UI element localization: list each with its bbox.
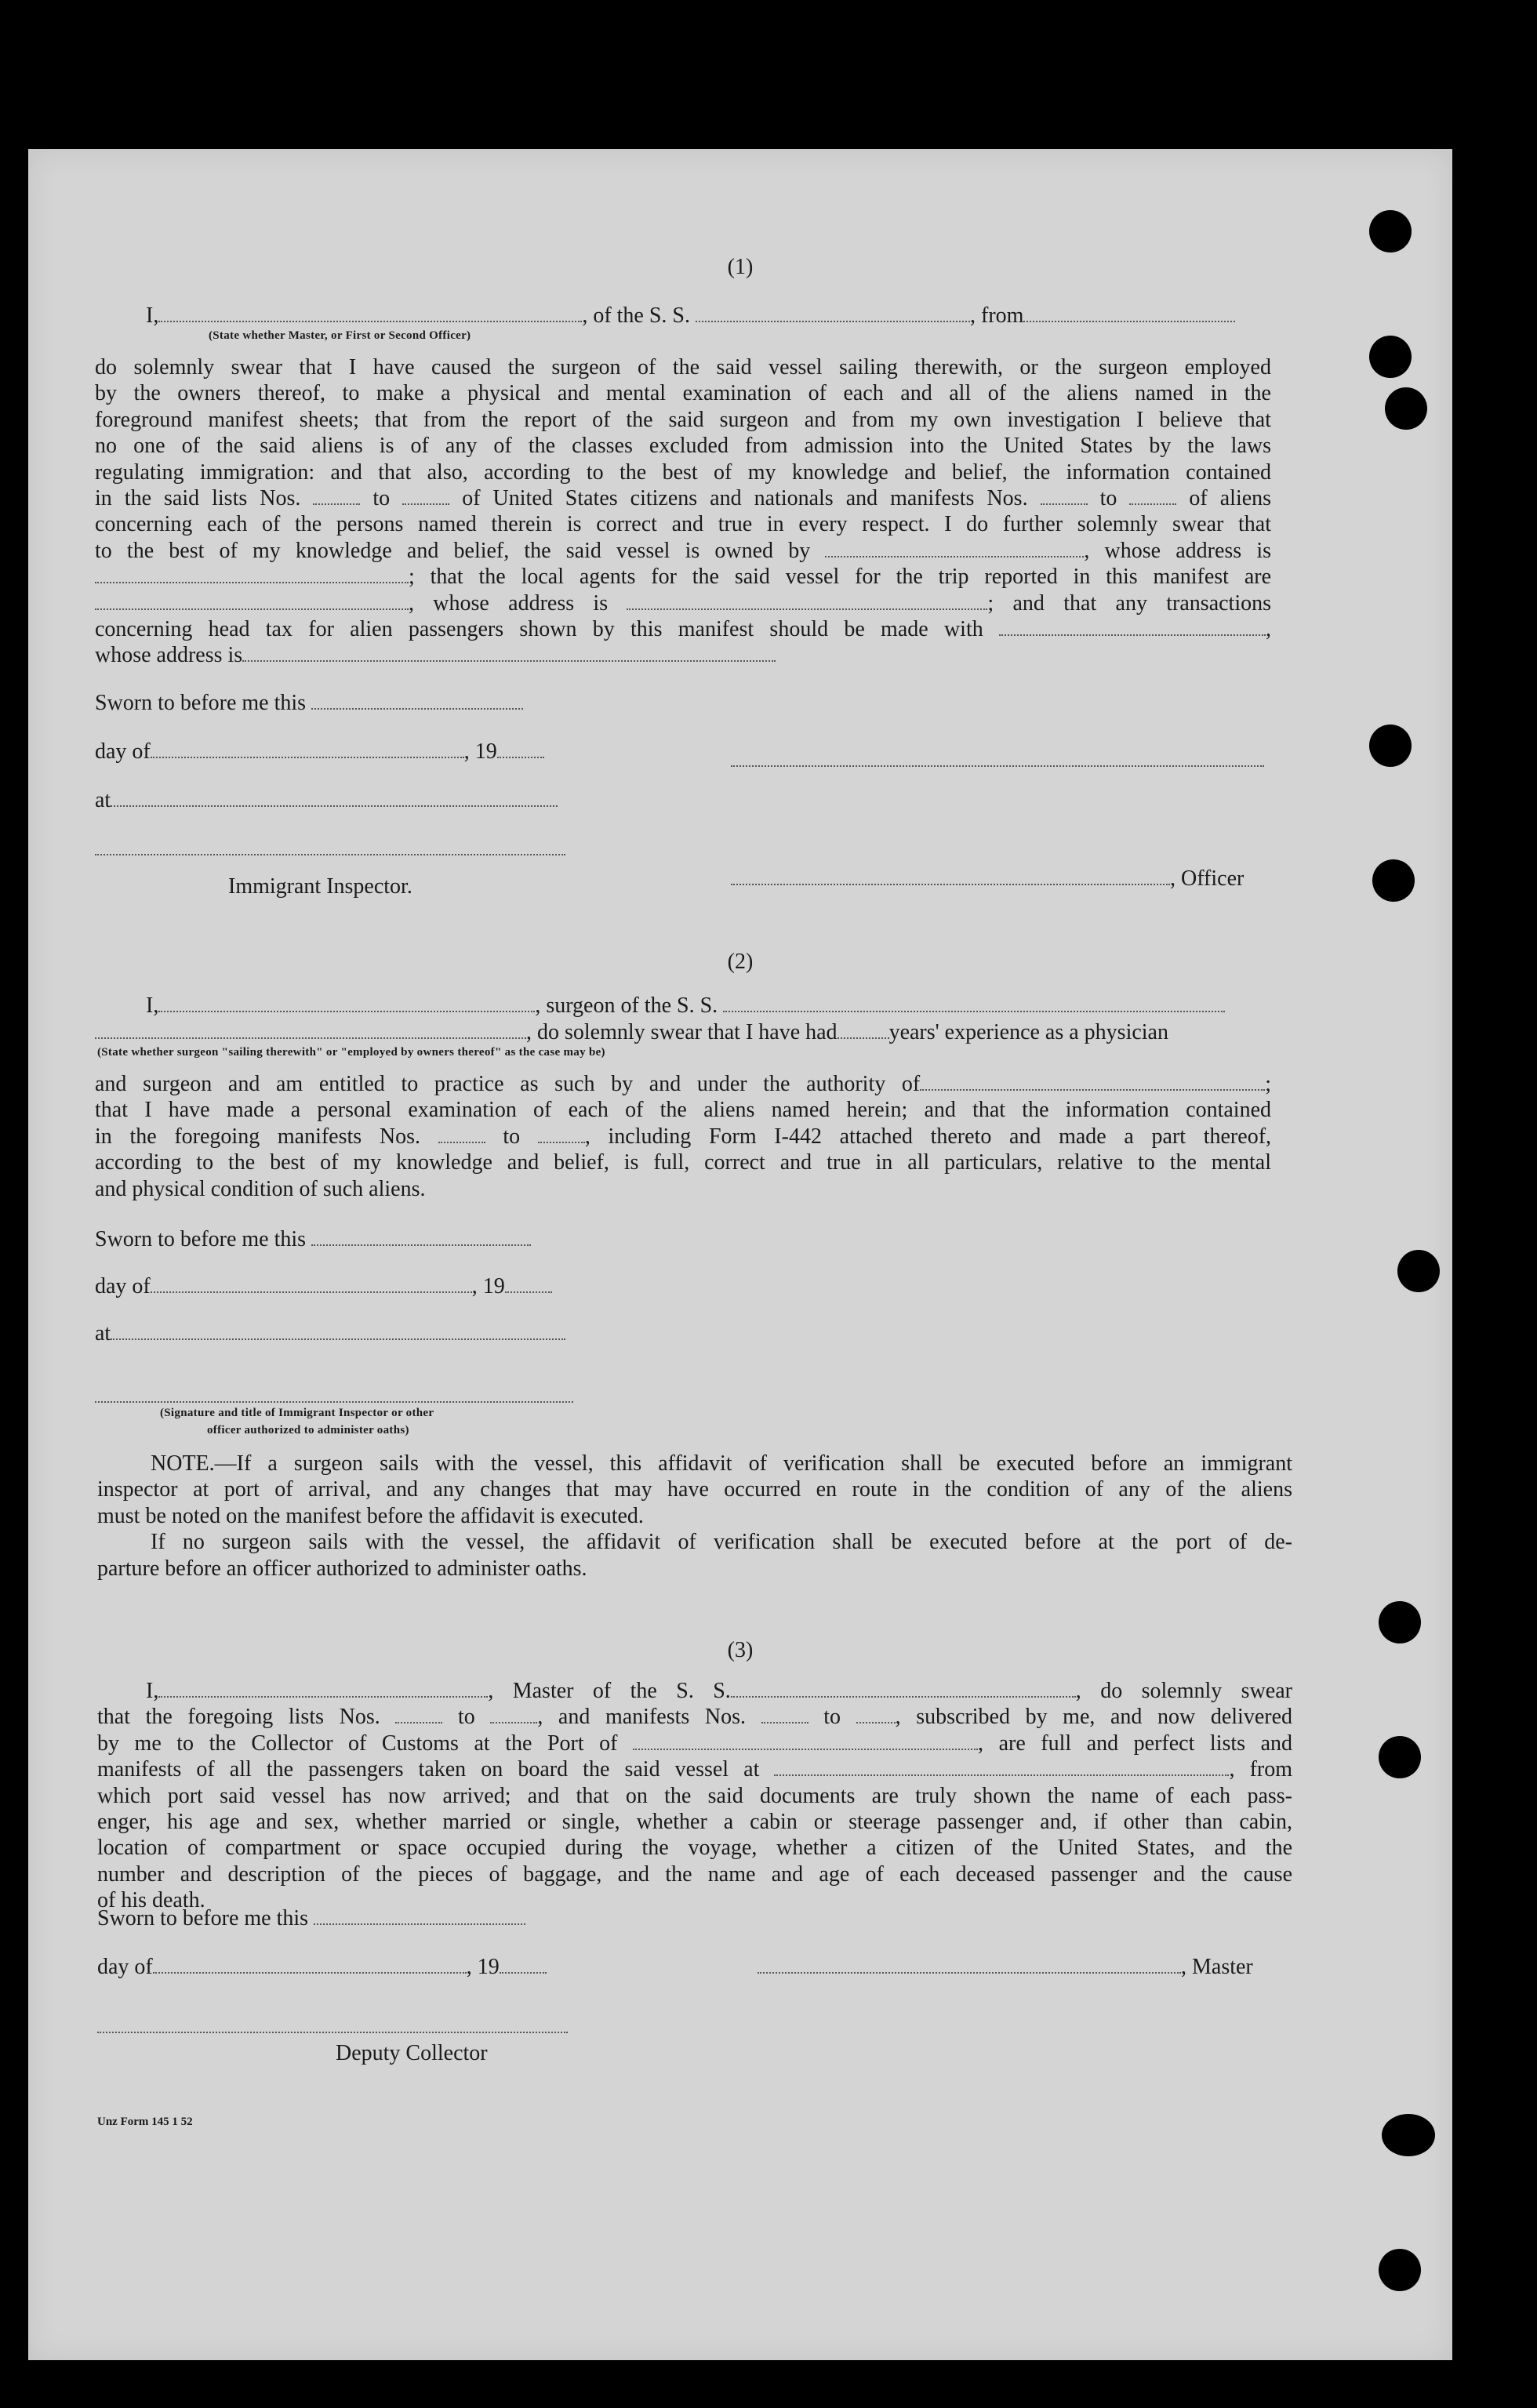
boarding-port-field[interactable] <box>774 1774 1229 1776</box>
form-number: Unz Form 145 1 52 <box>97 2116 193 2128</box>
punch-hole <box>1372 859 1415 902</box>
section-1-number: (1) <box>727 255 754 279</box>
s3-vessel-field[interactable] <box>731 1695 1076 1698</box>
lists-from-field[interactable] <box>313 503 360 505</box>
punch-hole <box>1385 387 1427 430</box>
punch-hole <box>1397 1250 1440 1292</box>
s1-line6: in the said lists Nos. to of United States citizens and nationals and manifests Nos. to of aliens <box>95 486 1272 511</box>
s1-line8: to the best of my knowledge and belief, the said vessel is owned by , whose address is <box>95 538 1271 563</box>
owner-field[interactable] <box>825 555 1084 558</box>
s2-manifest-to-field[interactable] <box>538 1141 585 1143</box>
s1-officer-signature-line[interactable] <box>731 765 1264 767</box>
s3-day-of: day of , 19 <box>97 1954 547 1981</box>
s3-deputy-label: Deputy Collector <box>336 2041 488 2065</box>
s3-month-field[interactable] <box>153 1971 467 1974</box>
s2-at: at <box>95 1320 565 1347</box>
punch-hole <box>1379 1736 1421 1778</box>
s2-vessel-field[interactable] <box>723 1010 1225 1012</box>
manifests-to-field[interactable] <box>1129 503 1176 505</box>
s2-signature-line[interactable] <box>95 1400 573 1403</box>
years-experience-field[interactable] <box>838 1037 889 1039</box>
agents-address-field[interactable] <box>627 608 987 610</box>
manifests-from-field[interactable] <box>1041 503 1088 505</box>
s3-deputy-signature-line[interactable] <box>97 2031 568 2033</box>
from-port-field[interactable] <box>1023 320 1235 322</box>
punch-hole <box>1369 210 1412 252</box>
s2-year-field[interactable] <box>505 1291 552 1293</box>
s2-status-caption: (State whether surgeon "sailing therewith" or "employed by owners thereof" as the case may be) <box>97 1046 605 1059</box>
s3-lists-to-field[interactable] <box>490 1721 537 1723</box>
s1-sworn: Sworn to before me this <box>95 690 523 717</box>
s3-lists-from-field[interactable] <box>395 1721 442 1723</box>
vessel-name-field[interactable] <box>696 320 970 322</box>
punch-hole <box>1382 2114 1435 2156</box>
s2-sig-caption-1: (Signature and title of Immigrant Inspector or other <box>160 1407 434 1419</box>
s1-line9: ; that the local agents for the said vessel for the trip reported in this manifest are <box>95 564 1271 590</box>
s2-line2: , do solemnly swear that I have had years' experience as a physician <box>95 1019 1168 1046</box>
s2-day-of: day of , 19 <box>95 1273 552 1300</box>
s1-line1: I, , of the S. S. , from <box>146 303 1235 329</box>
s3-line4: manifests of all the passengers taken on board the said vessel at , from <box>97 1757 1292 1782</box>
form-page <box>28 149 1452 2360</box>
s3-sworn: Sworn to before me this <box>97 1905 525 1932</box>
s2-note: NOTE.—If a surgeon sails with the vessel, this affidavit of verification shall be executed before an immigrant inspector at port of arrival, and any changes that may have occurred en route in the condition of any of the aliens must be noted on the manifest before the affidavit is executed. If no surgeon sails with the vessel, the affidavit of verification shall be executed before at the port of de- parture before an officer authorized to administer oaths. <box>97 1451 1292 1581</box>
s1-officer-name-field[interactable] <box>731 883 1170 885</box>
s3-oath-paragraph: I, , Master of the S. S. , do solemnly swear that the foregoing lists Nos. to , and manifests Nos. to , subscribed by me, and now delivered by me to the Collector of Customs at the Port of , are full and perfect lists and manifests of all the passengers taken on board the said vessel at , from which port said vessel has now arrived; and that on the said documents are truly shown the name of each pass- enger, his age and sex, whether married or single, whether a cabin or steerage passenger and, if other than cabin, location of compartment or space occupied during the voyage, whether a citizen of the United States, and the number and description of the pieces of baggage, and the name and age of each deceased passenger and the cause of his death. <box>97 1679 1293 1913</box>
head-tax-address-field[interactable] <box>242 659 776 662</box>
punch-hole <box>1369 336 1412 378</box>
surgeon-status-field[interactable] <box>95 1037 526 1039</box>
s2-place-field[interactable] <box>111 1338 565 1340</box>
punch-hole <box>1369 725 1412 767</box>
s3-line1: I, , Master of the S. S. , do solemnly swear <box>146 1679 1292 1703</box>
s3-line3: by me to the Collector of Customs at the Port of , are full and perfect lists and <box>97 1731 1293 1756</box>
s2-line3: and surgeon and am entitled to practice as such by and under the authority of ; <box>95 1072 1271 1096</box>
s1-rank-caption: (State whether Master, or First or Second Officer) <box>209 329 471 342</box>
lists-to-field[interactable] <box>402 503 449 505</box>
s2-month-field[interactable] <box>151 1291 472 1293</box>
officer-rank-field[interactable] <box>158 320 582 322</box>
s1-line10: , whose address is ; and that any transactions <box>95 590 1271 616</box>
s2-sworn: Sworn to before me this <box>95 1226 531 1253</box>
punch-hole <box>1379 2249 1421 2291</box>
s1-place-field[interactable] <box>111 804 558 807</box>
surgeon-name-field[interactable] <box>158 1010 535 1012</box>
s3-line2: that the foregoing lists Nos. to , and manifests Nos. to , subscribed by me, and now delivered <box>97 1705 1293 1730</box>
owner-address-field[interactable] <box>95 581 409 583</box>
s2-line5: in the foregoing manifests Nos. to , including Form I-442 attached thereto and made a part thereof, <box>95 1124 1272 1149</box>
s2-line1: I, , surgeon of the S. S. <box>146 993 1225 1019</box>
s1-inspector-label: Immigrant Inspector. <box>228 874 412 899</box>
s2-manifest-from-field[interactable] <box>438 1141 485 1143</box>
s1-officer-line: , Officer <box>731 866 1244 892</box>
punch-hole <box>1379 1601 1421 1643</box>
s1-month-field[interactable] <box>151 756 464 758</box>
head-tax-contact-field[interactable] <box>999 634 1266 636</box>
s3-manifests-to-field[interactable] <box>856 1721 896 1723</box>
s1-oath-paragraph: do solemnly swear that I have caused the surgeon of the said vessel sailing therewith, or the surgeon employed by the owners thereof, to make a physical and mental examination of each and all of the aliens named in the foreground manifest sheets; that from the report of the said surgeon and from my own investigation I believe that no one of the said aliens is of any of the classes excluded from admission into the United States by the laws regulating immigration: and that also, according to the best of my knowledge and belief, the information contained in the said lists Nos. to of United States citizens and nationals and manifests Nos. to of aliens concerning each of the persons named therein is correct and true in every respect. I do further solemnly swear that to the best of my knowledge and belief, the said vessel is owned by , whose address is ; that the local agents for the said vessel for the trip reported in this manifest are , whose address is ; and that any transactions concerning head tax for alien passengers shown by this manifest should be made with , whose address is <box>95 355 1272 668</box>
s1-at: at <box>95 787 558 814</box>
s1-day-of: day of , 19 <box>95 739 544 765</box>
agents-field[interactable] <box>95 608 409 610</box>
s2-sig-caption-2: officer authorized to administer oaths) <box>207 1424 409 1436</box>
s3-sworn-date-field[interactable] <box>314 1923 525 1925</box>
s1-line12: whose address is <box>95 642 1271 668</box>
section-2-number: (2) <box>727 950 754 974</box>
s1-year-field[interactable] <box>497 756 544 758</box>
section-3-number: (3) <box>727 1638 754 1662</box>
s3-master-signature-field[interactable] <box>758 1971 1181 1974</box>
s2-oath-paragraph: and surgeon and am entitled to practice as such by and under the authority of ; that I have made a personal examination of each of the aliens named herein; and that the information contained in the foregoing manifests Nos. to , including Form I-442 attached thereto and made a part thereof, according to the best of my knowledge and belief, is full, correct and true in all particulars, relative to the mental and physical condition of such aliens. <box>95 1072 1272 1201</box>
s3-year-field[interactable] <box>500 1971 547 1974</box>
s1-inspector-signature-line[interactable] <box>95 853 565 855</box>
s3-master-line: , Master <box>758 1954 1253 1981</box>
port-field[interactable] <box>633 1748 978 1750</box>
authority-field[interactable] <box>920 1088 1265 1091</box>
s2-sworn-date-field[interactable] <box>311 1244 531 1246</box>
s1-sworn-date-field[interactable] <box>311 707 523 710</box>
s1-line11: concerning head tax for alien passengers shown by this manifest should be made with , <box>95 617 1272 642</box>
s3-manifests-from-field[interactable] <box>761 1721 808 1723</box>
master-name-field[interactable] <box>158 1695 488 1698</box>
